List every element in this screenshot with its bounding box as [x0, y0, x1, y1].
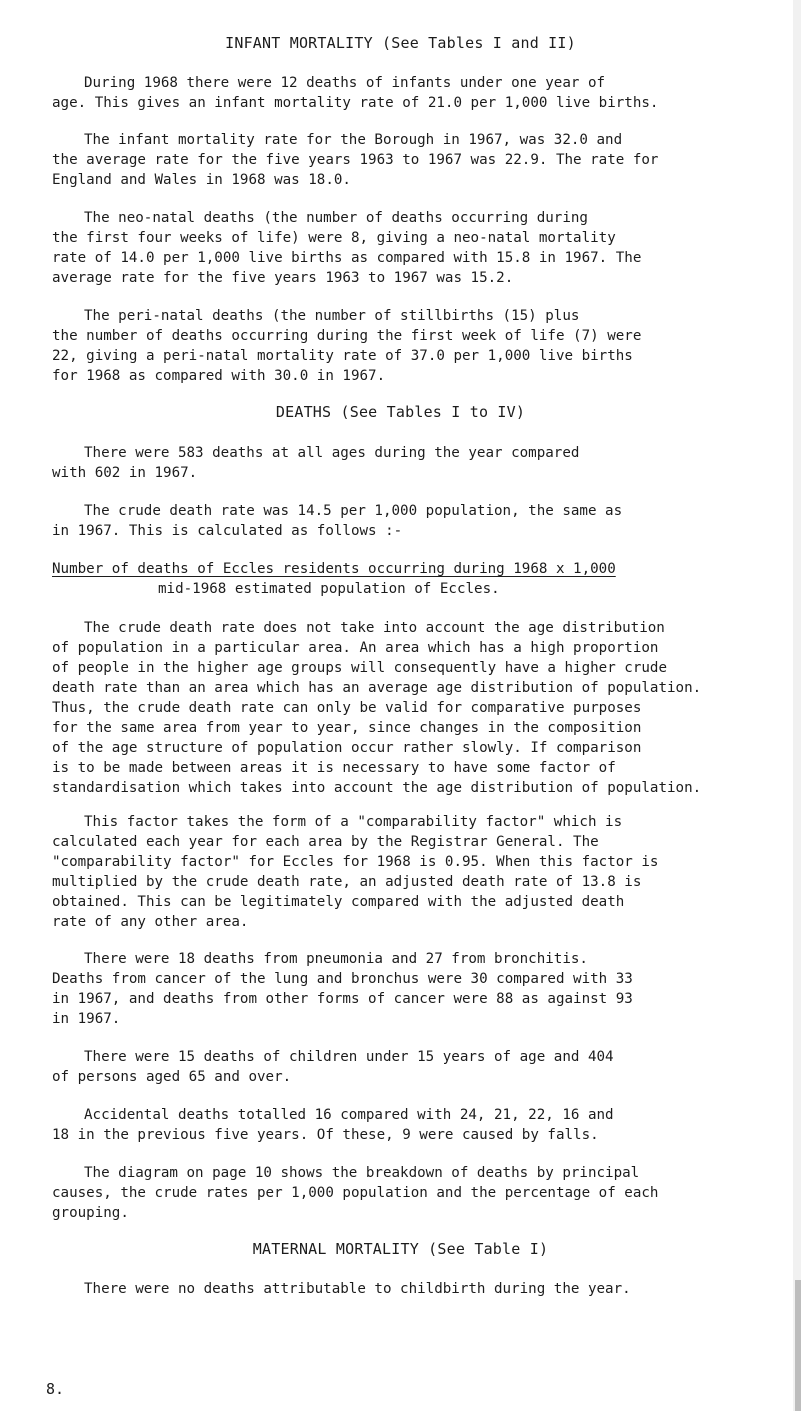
text-line: in 1967.	[52, 1011, 121, 1027]
formula-denominator: mid-1968 estimated population of Eccles.	[158, 581, 500, 597]
text-line: Thus, the crude death rate can only be valid for comparative purposes	[52, 700, 642, 716]
paragraph-peri-natal	[52, 306, 792, 386]
paragraph-comparability-factor	[52, 812, 792, 932]
text-line: grouping.	[52, 1205, 129, 1221]
text-line: There were 583 deaths at all ages during the year compared	[84, 445, 580, 461]
heading-maternal-mortality: MATERNAL MORTALITY (See Table I)	[252, 1240, 549, 1258]
text-line: causes, the crude rates per 1,000 population and the percentage of each	[52, 1185, 659, 1201]
formula	[52, 559, 792, 599]
text-line: for 1968 as compared with 30.0 in 1967.	[52, 368, 386, 384]
text-line: death rate than an area which has an average age distribution of population.	[52, 680, 702, 696]
text-line: 22, giving a peri-natal mortality rate of 37.0 per 1,000 live births	[52, 348, 633, 364]
text-line: average rate for the five years 1963 to 1967 was 15.2.	[52, 270, 514, 286]
text-line: During 1968 there were 12 deaths of infants under one year of	[84, 75, 606, 91]
paragraph-infant-rate	[52, 130, 792, 190]
text-line: There were no deaths attributable to childbirth during the year.	[84, 1281, 631, 1297]
text-line: There were 18 deaths from pneumonia and 27 from bronchitis.	[84, 951, 588, 967]
heading-infant-mortality: INFANT MORTALITY (See Tables I and II)	[225, 34, 576, 52]
paragraph-maternal	[52, 1279, 792, 1299]
text-line: The infant mortality rate for the Borough in 1967, was 32.0 and	[84, 132, 623, 148]
paragraph-accidental	[52, 1105, 792, 1145]
text-line: rate of 14.0 per 1,000 live births as compared with 15.8 in 1967. The	[52, 250, 642, 266]
text-line: The crude death rate does not take into account the age distribution	[84, 620, 665, 636]
text-line: 18 in the previous five years. Of these, 9 were caused by falls.	[52, 1127, 599, 1143]
paragraph-crude-death-rate	[52, 501, 792, 541]
page-number: 8.	[46, 1380, 65, 1398]
scan-edge-shadow	[795, 1280, 801, 1411]
paragraph-age-distribution	[52, 618, 792, 798]
text-line: Accidental deaths totalled 16 compared with 24, 21, 22, 16 and	[84, 1107, 614, 1123]
text-line: rate of any other area.	[52, 914, 249, 930]
text-line: of people in the higher age groups will consequently have a higher crude	[52, 660, 667, 676]
text-line: of the age structure of population occur rather slowly. If comparison	[52, 740, 642, 756]
text-line: The peri-natal deaths (the number of stillbirths (15) plus	[84, 308, 580, 324]
paragraph-total-deaths	[52, 443, 792, 483]
text-line: The crude death rate was 14.5 per 1,000 population, the same as	[84, 503, 623, 519]
paragraph-diagram-reference	[52, 1163, 792, 1223]
text-line: The diagram on page 10 shows the breakdown of deaths by principal	[84, 1165, 640, 1181]
paragraph-causes	[52, 949, 792, 1029]
text-line: The neo-natal deaths (the number of deaths occurring during	[84, 210, 588, 226]
text-line: Deaths from cancer of the lung and bronchus were 30 compared with 33	[52, 971, 633, 987]
text-line: calculated each year for each area by the Registrar General. The	[52, 834, 599, 850]
scan-edge-shadow	[793, 0, 801, 1411]
text-line: in 1967. This is calculated as follows :-	[52, 523, 403, 539]
paragraph-neo-natal	[52, 208, 792, 288]
text-line: England and Wales in 1968 was 18.0.	[52, 172, 351, 188]
text-line: "comparability factor" for Eccles for 1968 is 0.95. When this factor is	[52, 854, 659, 870]
text-line: standardisation which takes into account the age distribution of population.	[52, 780, 702, 796]
text-line: the average rate for the five years 1963 to 1967 was 22.9. The rate for	[52, 152, 659, 168]
text-line: the number of deaths occurring during the first week of life (7) were	[52, 328, 642, 344]
text-line: There were 15 deaths of children under 15 years of age and 404	[84, 1049, 614, 1065]
text-line: of population in a particular area. An area which has a high proportion	[52, 640, 659, 656]
text-line: multiplied by the crude death rate, an adjusted death rate of 13.8 is	[52, 874, 642, 890]
heading-deaths: DEATHS (See Tables I to IV)	[275, 403, 526, 421]
text-line: for the same area from year to year, since changes in the composition	[52, 720, 642, 736]
text-line: in 1967, and deaths from other forms of cancer were 88 as against 93	[52, 991, 633, 1007]
formula-numerator: Number of deaths of Eccles residents occurring during 1968 x 1,000	[52, 561, 616, 577]
text-line: of persons aged 65 and over.	[52, 1069, 292, 1085]
text-line: the first four weeks of life) were 8, giving a neo-natal mortality	[52, 230, 616, 246]
text-line: obtained. This can be legitimately compared with the adjusted death	[52, 894, 625, 910]
paragraph-infant-deaths	[52, 73, 792, 113]
text-line: with 602 in 1967.	[52, 465, 198, 481]
text-line: This factor takes the form of a "comparability factor" which is	[84, 814, 623, 830]
text-line: age. This gives an infant mortality rate of 21.0 per 1,000 live births.	[52, 95, 659, 111]
text-line: is to be made between areas it is necessary to have some factor of	[52, 760, 616, 776]
paragraph-ages	[52, 1047, 792, 1087]
